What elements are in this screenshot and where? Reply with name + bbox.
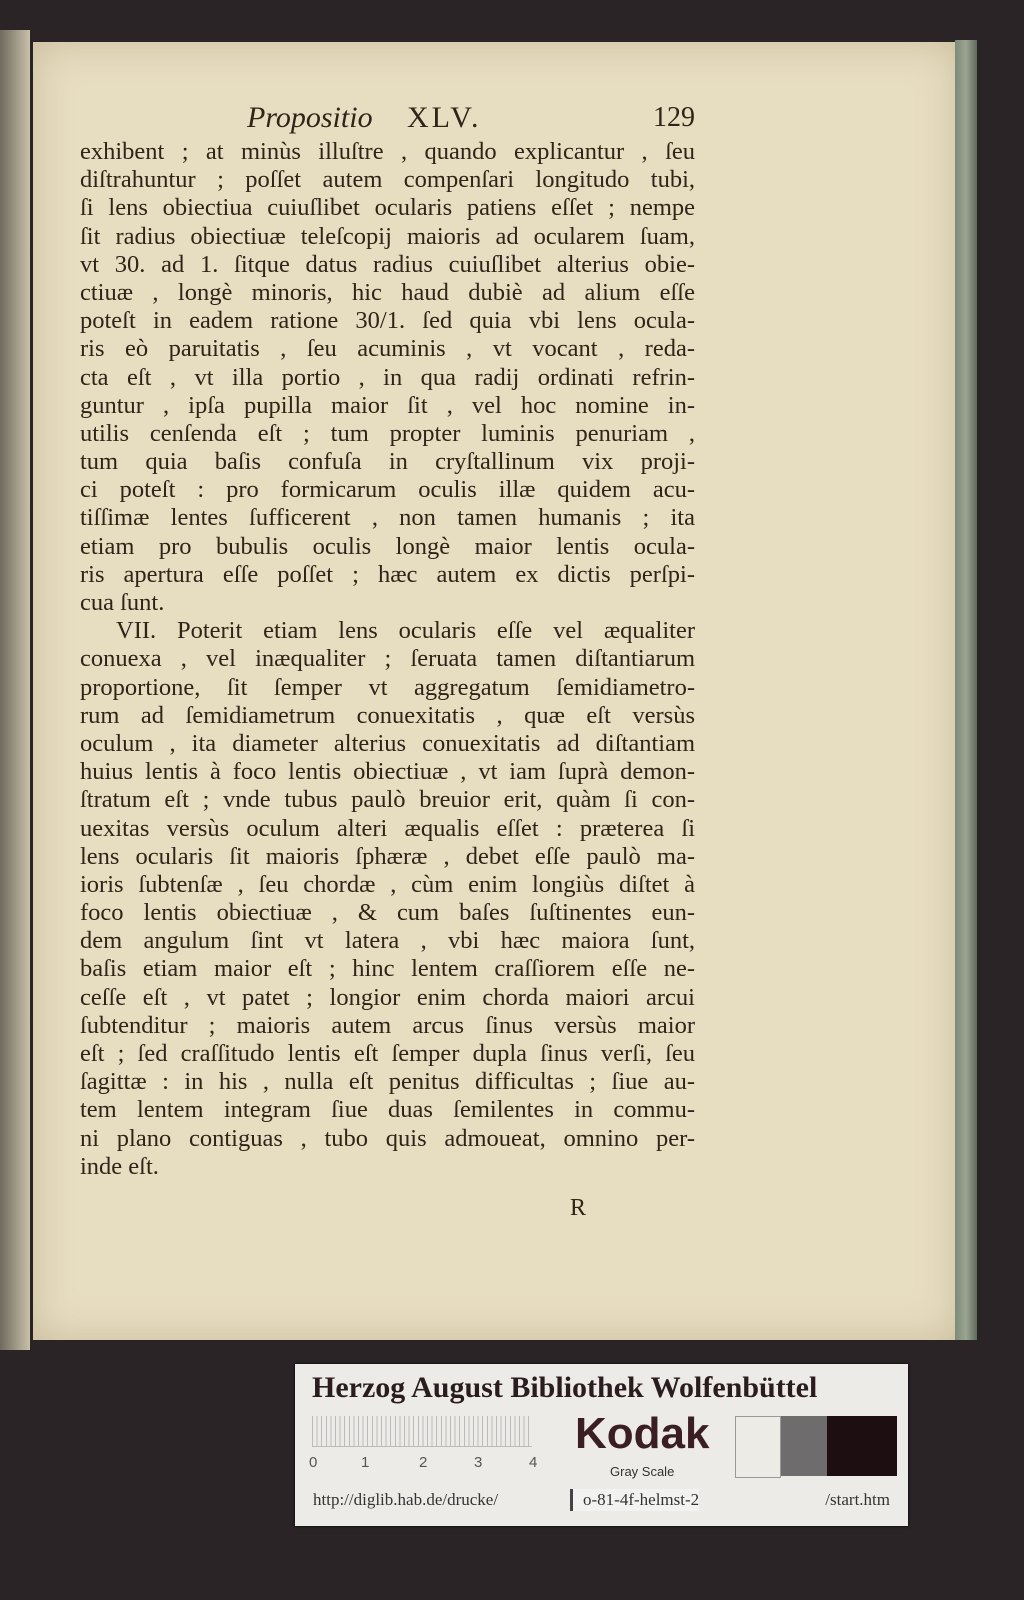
ruler-number: 2	[419, 1454, 428, 1471]
ruler-number: 3	[474, 1454, 483, 1471]
text-line: ſit radius obiectiuæ teleſcopij maioris ad ocularem ſuam,	[80, 222, 695, 250]
text-line: oculum , ita diameter alterius conuexitatis ad diſtantiam	[80, 729, 695, 757]
ruler-number: 0	[309, 1454, 318, 1471]
kodak-logo: Kodak	[575, 1409, 710, 1458]
gray-swatch-black	[827, 1416, 897, 1476]
text-line: ci poteſt : pro formicarum oculis illæ quidem acu-	[80, 476, 695, 504]
text-line: eſt ; ſed craſſitudo lentis eſt ſemper dupla ſinus verſi, ſeu	[80, 1040, 695, 1067]
text-line: ſagittæ : in his , nulla eſt penitus difficultas ; ſiue au-	[80, 1068, 695, 1096]
ruler-number: 1	[361, 1454, 370, 1471]
text-line: inde eſt.	[80, 1152, 159, 1180]
text-line: tum quia baſis confuſa in cryſtallinum vix proji-	[80, 448, 695, 476]
text-line: cta eſt , vt illa portio , in qua radij ordinati refrin-	[80, 363, 695, 391]
text-line: proportione, ſit ſemper vt aggregatum ſemidiametro-	[80, 673, 695, 701]
text-line: baſis etiam maior eſt ; hinc lentem craſſiorem eſſe ne-	[80, 955, 695, 983]
text-line: ceſſe eſt , vt patet ; longior enim chorda maiori arcui	[80, 983, 695, 1011]
text-line: dem angulum ſint vt latera , vbi hæc maiora ſunt,	[80, 927, 695, 955]
text-line: ris apertura eſſe poſſet ; hæc autem ex dictis perſpi-	[80, 560, 695, 588]
text-line: ni plano contiguas , tubo quis admoueat, omnino per-	[80, 1124, 695, 1152]
shelfmark: o-81-4f-helmst-2	[570, 1489, 699, 1511]
library-name: Herzog August Bibliothek Wolfenbüttel	[312, 1371, 818, 1404]
catchword: R	[570, 1195, 587, 1221]
header-title: Propositio	[247, 101, 373, 134]
text-line: poteſt in eadem ratione 30/1. ſed quia vbi lens ocula-	[80, 307, 695, 335]
adjacent-page-edge	[0, 30, 30, 1350]
text-line: ſi lens obiectiua cuiuſlibet ocularis patiens eſſet ; nempe	[80, 194, 695, 222]
text-line: exhibent ; at minùs illuſtre , quando explicantur , ſeu	[80, 138, 695, 165]
text-line: guntur , ipſa pupilla maior ſit , vel hoc nomine in-	[80, 391, 695, 419]
text-line: conuexa , vel inæqualiter ; ſeruata tamen diſtantiarum	[80, 645, 695, 673]
header-numeral: XLV.	[407, 101, 482, 134]
text-line: etiam pro bubulis oculis longè maior lentis ocula-	[80, 532, 695, 560]
text-line: lens ocularis ſit maioris ſphæræ , debet eſſe paulò ma-	[80, 842, 695, 870]
text-line: rum ad ſemidiametrum conuexitatis , quæ eſt versùs	[80, 701, 695, 729]
text-line: ſtratum eſt ; vnde tubus paulò breuior erit, quàm ſi con-	[80, 786, 695, 814]
text-line: tiſſimæ lentes ſufficerent , non tamen humanis ; ita	[80, 504, 695, 532]
url-left: http://diglib.hab.de/drucke/	[313, 1490, 499, 1509]
scale-ruler	[312, 1416, 532, 1447]
running-header	[80, 100, 695, 136]
text-line: ctiuæ , longè minoris, hic haud dubiè ad alium eſſe	[80, 278, 695, 306]
text-line: uexitas versùs oculum alteri æqualis eſſet : præterea ſi	[80, 814, 695, 842]
text-line: foco lentis obiectiuæ , & cum baſes ſuſtinentes eun-	[80, 899, 695, 927]
text-line: diſtrahuntur ; poſſet autem compenſari longitudo tubi,	[80, 166, 695, 194]
text-line: ioris ſubtenſæ , ſeu chordæ , cùm enim longiùs diſtet à	[80, 870, 695, 898]
text-line: tem lentem integram ſiue duas ſemilentes in commu-	[80, 1096, 695, 1124]
page-block-edge	[955, 40, 977, 1340]
library-color-card	[295, 1364, 908, 1526]
page-number: 129	[653, 102, 695, 133]
ruler-number: 4	[529, 1454, 538, 1471]
text-line: huius lentis à foco lentis obiectiuæ , vt iam ſuprà demon-	[80, 758, 695, 786]
text-line: ſubtenditur ; maioris autem arcus ſinus versùs maior	[80, 1011, 695, 1039]
gray-scale-label: Gray Scale	[610, 1464, 675, 1479]
gray-swatch-mid	[781, 1416, 827, 1476]
text-line: cua ſunt.	[80, 589, 165, 616]
gray-swatch-white	[735, 1416, 781, 1478]
url-right: /start.htm	[825, 1490, 890, 1509]
text-line: VII. Poterit etiam lens ocularis eſſe vel æqualiter	[116, 617, 695, 645]
body-text	[80, 138, 695, 1181]
text-line: utilis cenſenda eſt ; tum propter luminis penuriam ,	[80, 419, 695, 447]
text-line: ris eò paruitatis , ſeu acuminis , vt vocant , reda-	[80, 335, 695, 363]
text-line: vt 30. ad 1. ſitque datus radius cuiuſlibet alterius obie-	[80, 250, 695, 278]
